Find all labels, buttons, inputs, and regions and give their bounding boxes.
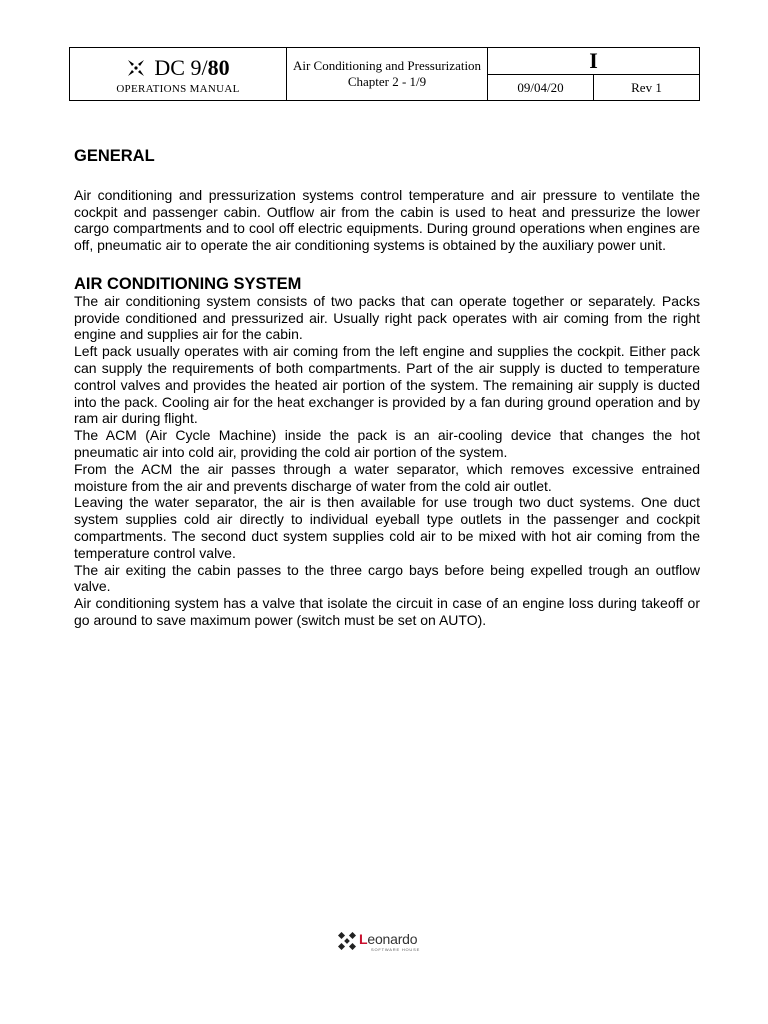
ac-paragraph: The ACM (Air Cycle Machine) inside the pack is an air-cooling device that changes the hot pneumatic air into cold air, providing the cold air portion of the system. [74, 427, 700, 460]
aircraft-model: DC 9/80 [154, 54, 230, 80]
manual-name: OPERATIONS MANUAL [116, 82, 240, 95]
four-dot-icon [338, 932, 356, 950]
ac-paragraph: From the ACM the air passes through a water separator, which removes excessive entrained moisture from the air and prevents discharge of water from the cold air outlet. [74, 460, 700, 494]
chapter-title: Air Conditioning and Pressurization [292, 58, 482, 73]
chapter-cell [287, 48, 488, 101]
issue-date: 09/04/20 [488, 75, 594, 101]
ac-paragraph: Leaving the water separator, the air is then available for use trough two duct systems. One duct system supplies cold air directly to individual eyeball type outlets in the passenger and cockpit compartments. The second duct system supplies cold air to be mixed with hot air coming from the temperature control valve. [74, 494, 700, 561]
ac-paragraph: The air conditioning system consists of two packs that can operate together or separately. Packs provide conditioned and pressurized air. Usually right pack operates with air coming from the right engine and supplies air for the cabin. [74, 292, 700, 343]
document-header [69, 47, 700, 101]
brand-line [70, 56, 286, 80]
general-paragraph: Air conditioning and pressurization systems control temperature and air pressure to ventilate the cockpit and passenger cabin. Outflow air from the cabin is used to heat and pressurize the lower cargo compartments and to cool off electric equipments. During ground operations when engines are off, pneumatic air to operate the air conditioning systems is obtained by the auxiliary power unit. [74, 186, 700, 254]
four-point-star-icon [126, 58, 146, 78]
leonardo-logo [338, 932, 438, 956]
leonardo-wordmark: Leonardo [359, 931, 418, 947]
document-body [74, 148, 700, 629]
revision-number: Rev 1 [594, 75, 700, 101]
air-conditioning-heading: AIR CONDITIONING SYSTEM [74, 274, 302, 293]
chapter-ref: Chapter 2 - 1/9 [347, 74, 427, 89]
ac-paragraph: Left pack usually operates with air coming from the left engine and supplies the cockpit. Either pack can supply the requirements of both compartments. Part of the air supply is ducted to temperature control valves and provides the heated air portion of the system. The remaining air supply is ducted into the pack. Cooling air for the heat exchanger is provided by a fan during ground operation and by ram air during flight. [74, 343, 700, 427]
manual-title-cell [70, 48, 287, 101]
ac-paragraph: Air conditioning system has a valve that isolate the circuit in case of an engine loss during takeoff or go around to save maximum power (switch must be set on AUTO). [74, 595, 700, 628]
leonardo-tagline: SOFTWARE HOUSE [371, 947, 421, 952]
general-heading: GENERAL [74, 147, 155, 165]
ac-paragraph: The air exiting the cabin passes to the three cargo bays before being expelled trough an outflow valve. [74, 561, 700, 595]
section-number: I [488, 48, 700, 75]
